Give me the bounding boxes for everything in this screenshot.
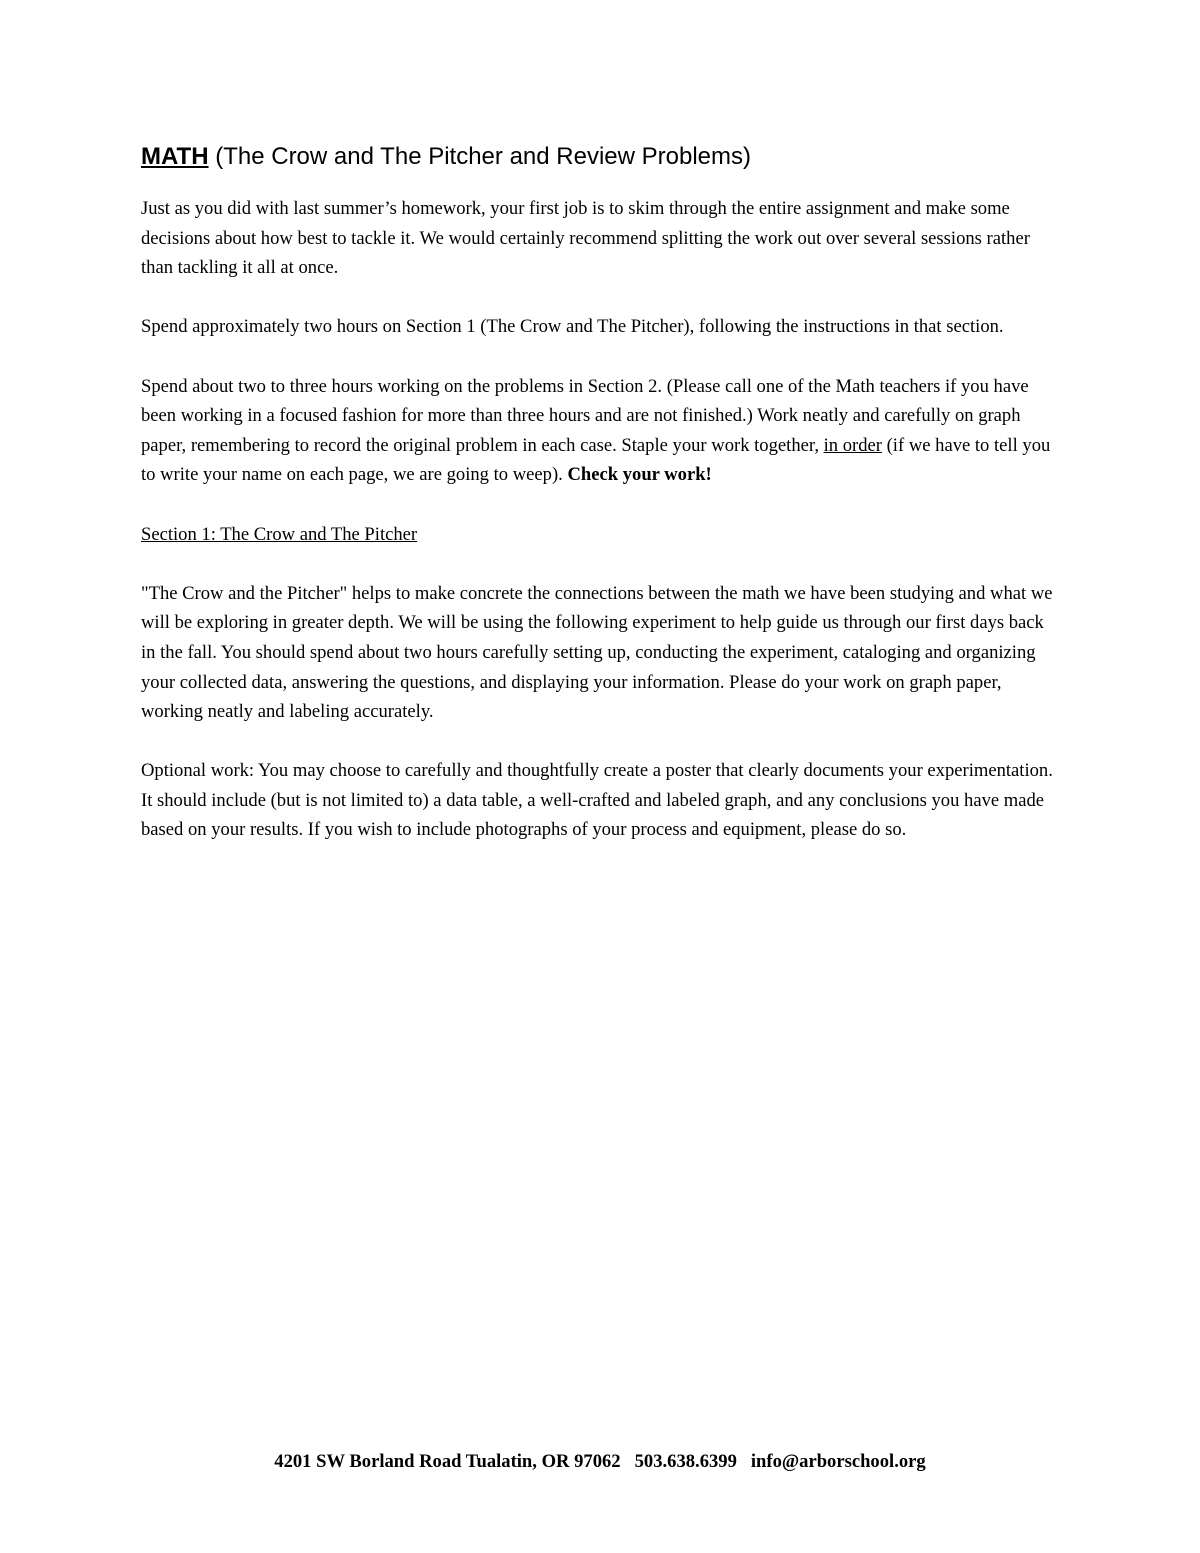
- in-order-emphasis: in order: [823, 434, 882, 456]
- title-math: MATH: [141, 143, 209, 170]
- page-footer: [0, 1448, 1200, 1476]
- section2-text-a: Spend about two to three hours working on the problems in Section 2. (Please call one of the Math teachers if you have been working in a focused fashion for more than three hours and are not finished.) Work neatly and carefully on graph paper, remembering to record the original problem in each case. Staple your work together,: [141, 375, 1029, 456]
- section2-instructions-paragraph: [141, 372, 1056, 490]
- footer-phone: 503.638.6399: [634, 1451, 737, 1472]
- footer-address: 4201 SW Borland Road Tualatin, OR 97062: [274, 1451, 621, 1472]
- optional-work-paragraph: Optional work: You may choose to carefully and thoughtfully create a poster that clearly documents your experimentation. It should include (but is not limited to) a data table, a well-crafted and labeled graph, and any conclusions you have made based on your results. If you wish to include photographs of your process and equipment, please do so.: [141, 760, 1053, 841]
- crow-pitcher-paragraph: "The Crow and the Pitcher" helps to make concrete the connections between the math we have been studying and what we will be exploring in greater depth. We will be using the following experiment to help guide us through our first days back in the fall. You should spend about two hours carefully setting up, conducting the experiment, cataloging and organizing your collected data, answering the questions, and displaying your information. Please do your work on graph paper, working neatly and labeling accurately.: [141, 582, 1053, 723]
- page-title: [141, 140, 1056, 174]
- document-body: [141, 140, 1056, 875]
- footer-email: info@arborschool.org: [750, 1451, 926, 1472]
- intro-paragraph: Just as you did with last summer’s homework, your first job is to skim through the entire assignment and make some decisions about how best to tackle it. We would certainly recommend splitting the work out over several sessions rather than tackling it all at once.: [141, 198, 1030, 279]
- section2-text-b: (if we have to tell you to write your name on each page, we are going to weep).: [141, 434, 1051, 486]
- check-work-emphasis: Check your work!: [567, 464, 712, 486]
- section1-time-paragraph: Spend approximately two hours on Section 1 (The Crow and The Pitcher), following the instructions in that section.: [141, 316, 1004, 338]
- section1-heading: Section 1: The Crow and The Pitcher: [141, 523, 418, 545]
- title-subtitle: (The Crow and The Pitcher and Review Problems): [208, 143, 751, 170]
